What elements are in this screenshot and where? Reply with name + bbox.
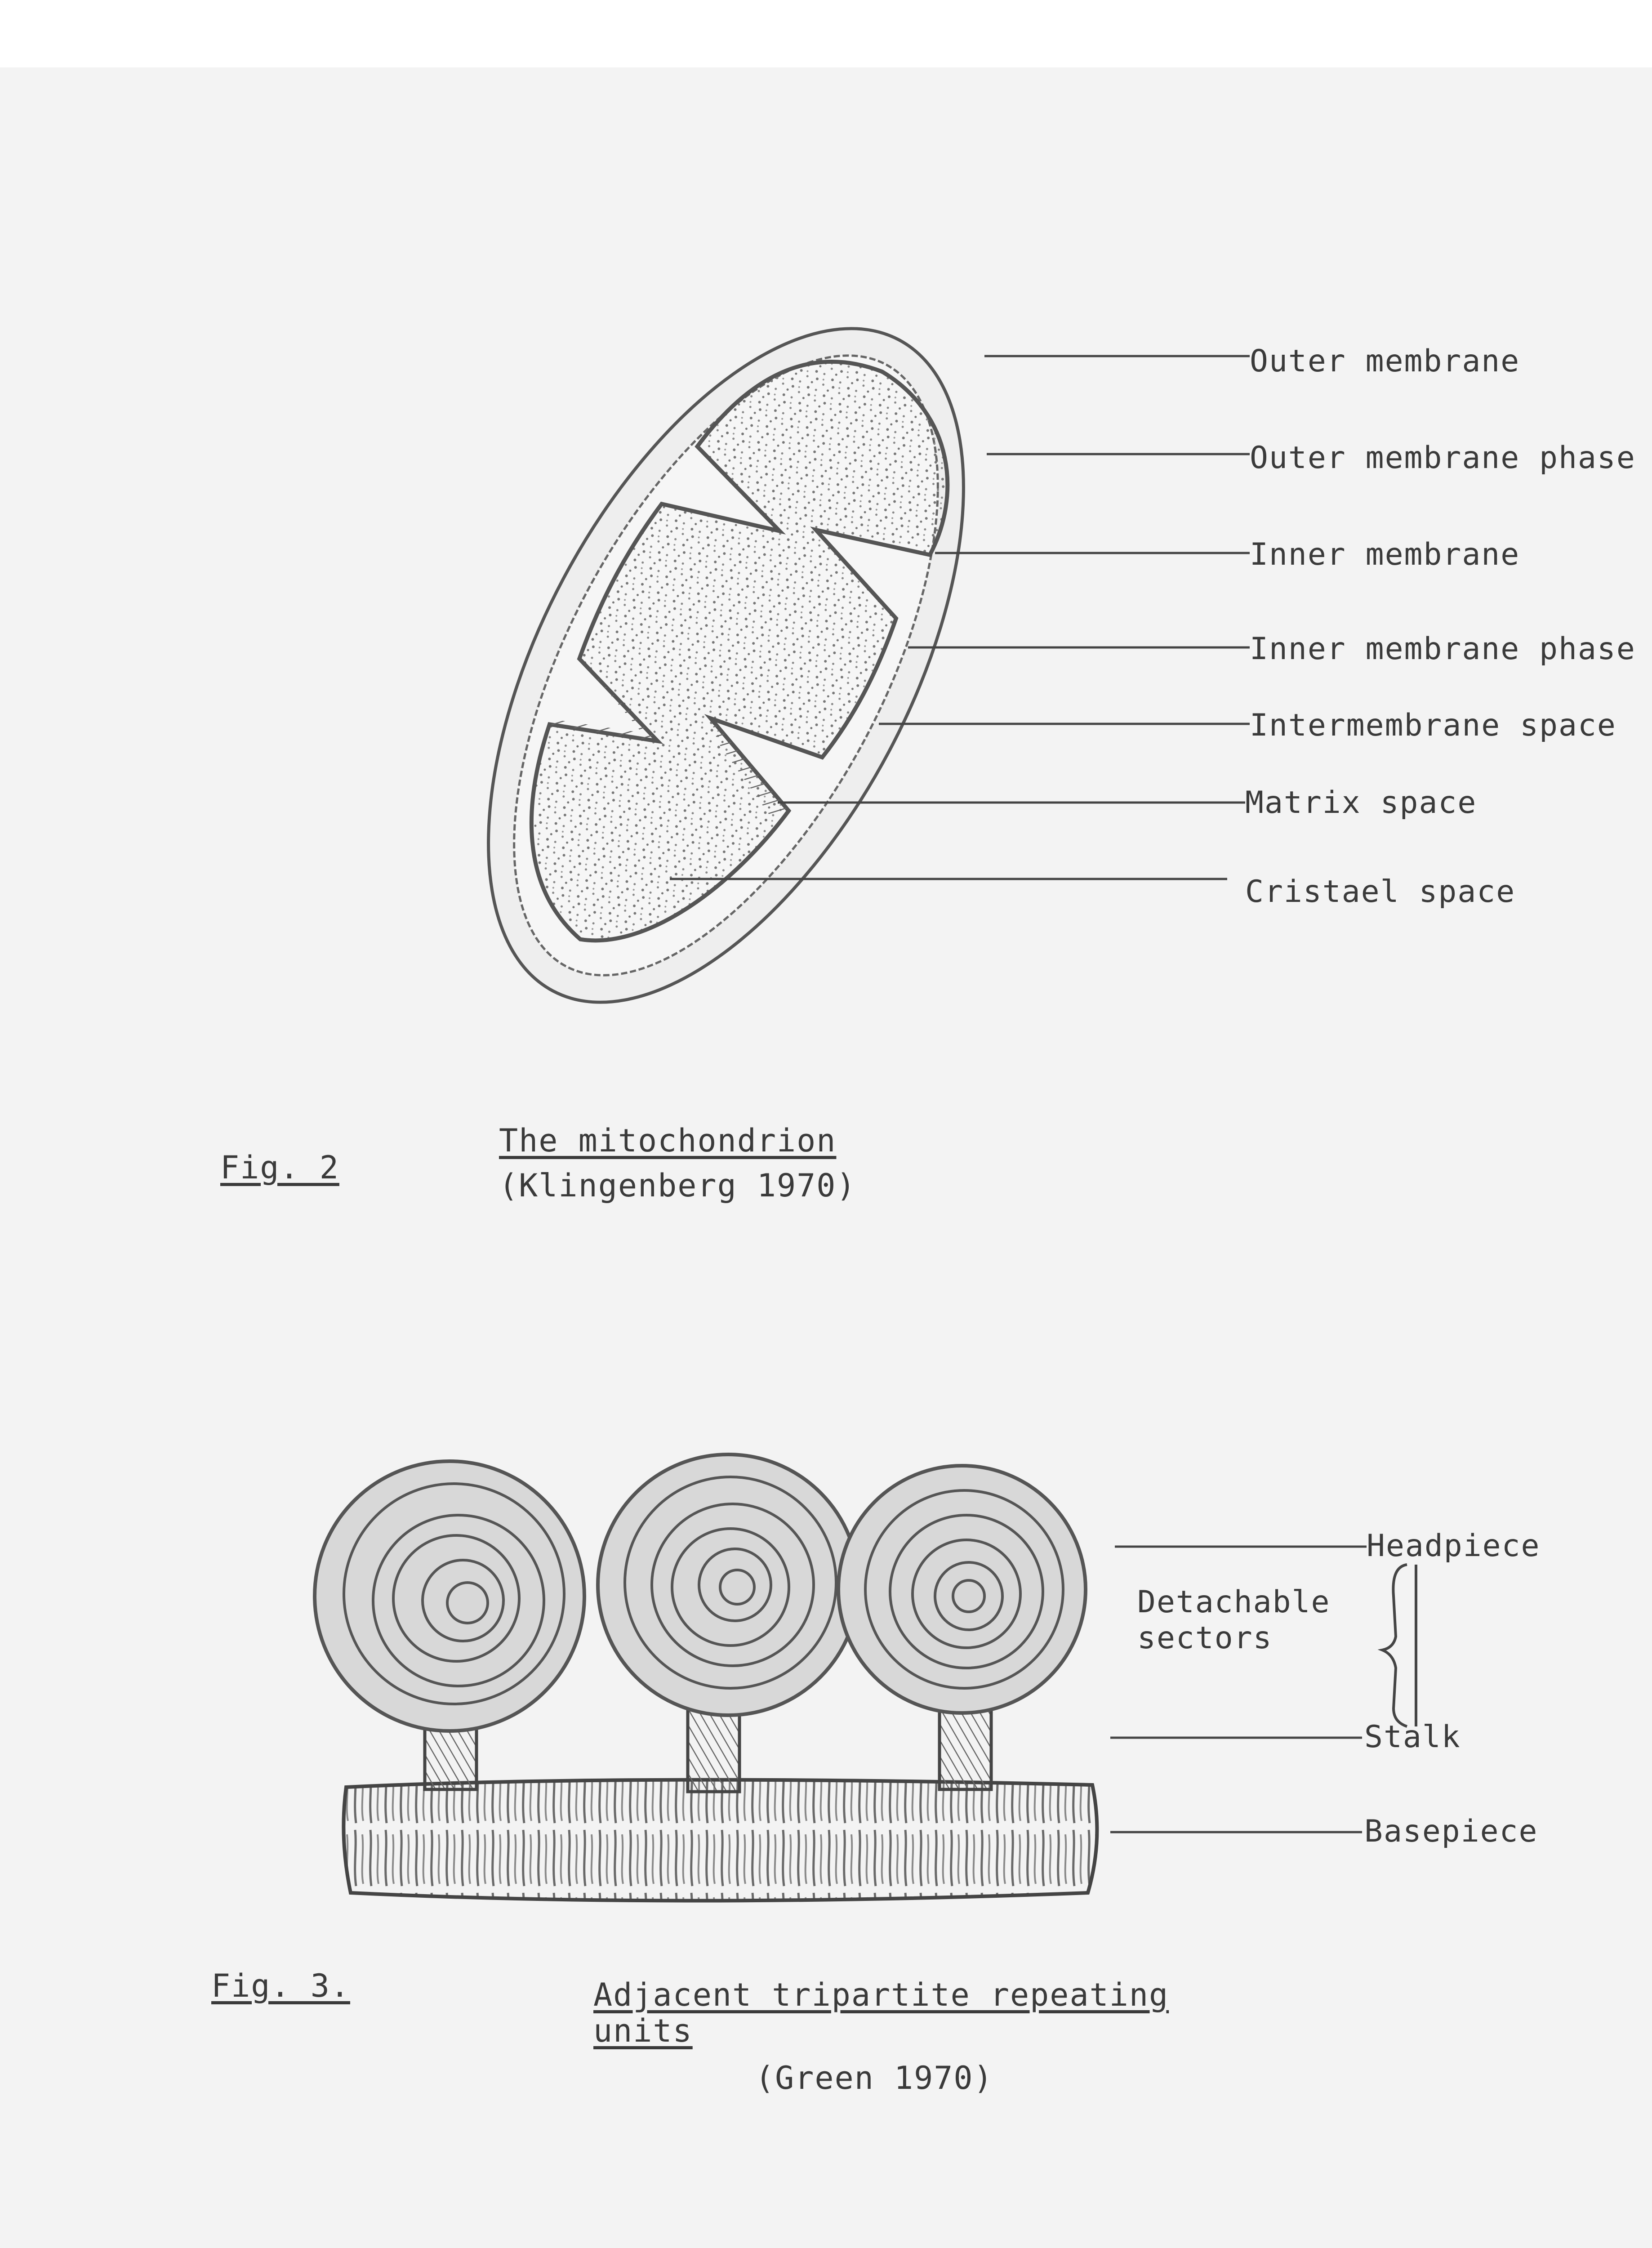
label-inner-membrane: Inner membrane <box>1250 537 1520 572</box>
stalk-2 <box>688 1704 739 1792</box>
tripartite-units-diagram <box>315 1454 1416 1901</box>
fig2-citation: (Klingenberg 1970) <box>499 1167 856 1204</box>
label-outer-membrane-phase: Outer membrane phase <box>1250 440 1636 476</box>
mitochondrion-diagram <box>390 253 1250 1077</box>
label-sectors: sectors <box>1137 1620 1273 1656</box>
label-basepiece: Basepiece <box>1364 1814 1538 1849</box>
label-detachable: Detachable <box>1137 1584 1331 1620</box>
detachable-sectors-brace <box>1382 1565 1416 1726</box>
label-intermembrane-space: Intermembrane space <box>1250 708 1616 743</box>
label-matrix-space: Matrix space <box>1245 785 1477 821</box>
fig2-title: The mitochondrion <box>499 1122 837 1159</box>
fig3-citation: (Green 1970) <box>755 2060 993 2096</box>
label-stalk: Stalk <box>1364 1719 1461 1755</box>
basepiece <box>343 1780 1097 1901</box>
fig3-title-line1: Adjacent tripartite repeating <box>593 1976 1169 2013</box>
label-inner-membrane-phase: Inner membrane phase <box>1250 631 1636 667</box>
fig2-label: Fig. 2 <box>220 1149 339 1186</box>
headpiece-1 <box>315 1461 584 1731</box>
label-headpiece: Headpiece <box>1367 1528 1541 1564</box>
fig3-label: Fig. 3. <box>211 1967 351 2004</box>
label-cristael-space: Cristael space <box>1245 874 1516 910</box>
label-outer-membrane: Outer membrane <box>1250 343 1520 379</box>
headpiece-3 <box>838 1466 1086 1713</box>
fig3-title-line2: units <box>593 2012 693 2049</box>
headpiece-2 <box>598 1454 859 1715</box>
